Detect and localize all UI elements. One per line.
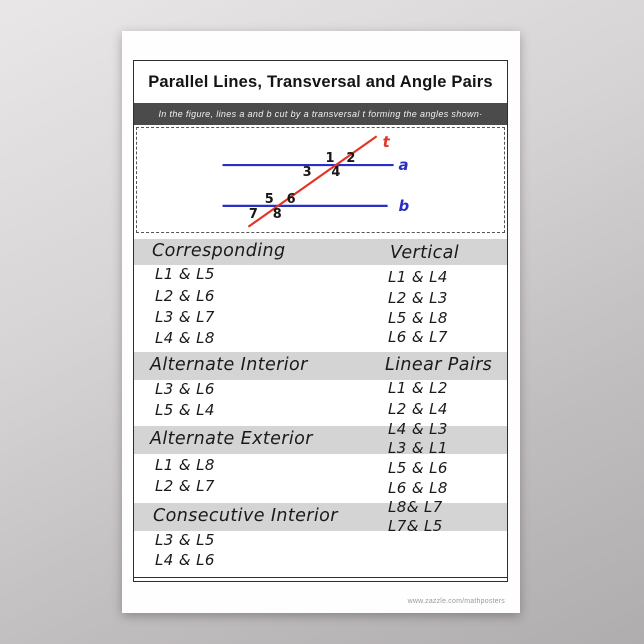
section-header-consecutive-interior: Consecutive Interior — [153, 506, 338, 526]
subtitle-bar — [134, 103, 507, 125]
pair-item: L5 & L8 — [388, 309, 448, 327]
pair-item: L1 & L8 — [155, 456, 215, 474]
angle-4-label: 4 — [331, 165, 341, 181]
pair-item: L2 & L7 — [155, 477, 215, 495]
angle-7-label: 7 — [248, 206, 258, 222]
poster-content-box — [133, 60, 508, 582]
poster — [122, 31, 520, 613]
pair-item: L3 & L7 — [155, 308, 215, 326]
pair-item: L4 & L3 — [388, 420, 448, 438]
angles-diagram — [137, 128, 504, 232]
pair-item: L7& L5 — [388, 517, 443, 535]
pair-item: L6 & L7 — [388, 328, 448, 346]
pair-item: L1 & L4 — [388, 268, 448, 286]
figure-box — [136, 127, 505, 233]
angle-6-label: 6 — [286, 191, 296, 207]
angle-3-label: 3 — [302, 165, 312, 181]
pair-item: L3 & L5 — [155, 531, 215, 549]
pair-item: L5 & L6 — [388, 459, 448, 477]
pair-item: L6 & L8 — [388, 479, 448, 497]
pair-item: L4 & L6 — [155, 551, 215, 569]
pair-item: L2 & L4 — [388, 400, 448, 418]
pair-item: L5 & L4 — [155, 401, 215, 419]
transversal-line — [248, 136, 376, 227]
angle-1-label: 1 — [325, 151, 335, 167]
pair-item: L2 & L3 — [388, 289, 448, 307]
section-header-vertical: Vertical — [390, 243, 460, 263]
pair-item: L1 & L5 — [155, 265, 215, 283]
section-header-alternate-exterior: Alternate Exterior — [150, 429, 313, 449]
line-a-label: a — [398, 156, 409, 175]
pair-item: L3 & L1 — [388, 439, 448, 457]
section-header-corresponding: Corresponding — [152, 241, 286, 261]
pair-item: L1 & L2 — [388, 379, 448, 397]
angle-5-label: 5 — [264, 191, 274, 207]
section-header-linear-pairs: Linear Pairs — [385, 355, 493, 375]
poster-subtitle: In the figure, lines a and b cut by a transversal t forming the angles shown· — [158, 109, 483, 119]
bottom-rule — [134, 577, 507, 578]
line-b-label: b — [398, 196, 410, 215]
pair-item: L3 & L6 — [155, 380, 215, 398]
pair-item: L8& L7 — [388, 498, 443, 516]
poster-title: Parallel Lines, Transversal and Angle Pairs — [148, 72, 493, 91]
angle-8-label: 8 — [272, 206, 282, 222]
angle-2-label: 2 — [346, 151, 356, 167]
transversal-label: t — [382, 133, 390, 152]
title-bar — [134, 61, 507, 103]
section-header-alternate-interior: Alternate Interior — [150, 355, 308, 375]
angle-pairs-area — [134, 235, 507, 581]
footer-url: www.zazzle.com/mathposters — [407, 598, 505, 605]
pair-item: L2 & L6 — [155, 287, 215, 305]
pair-item: L4 & L8 — [155, 329, 215, 347]
